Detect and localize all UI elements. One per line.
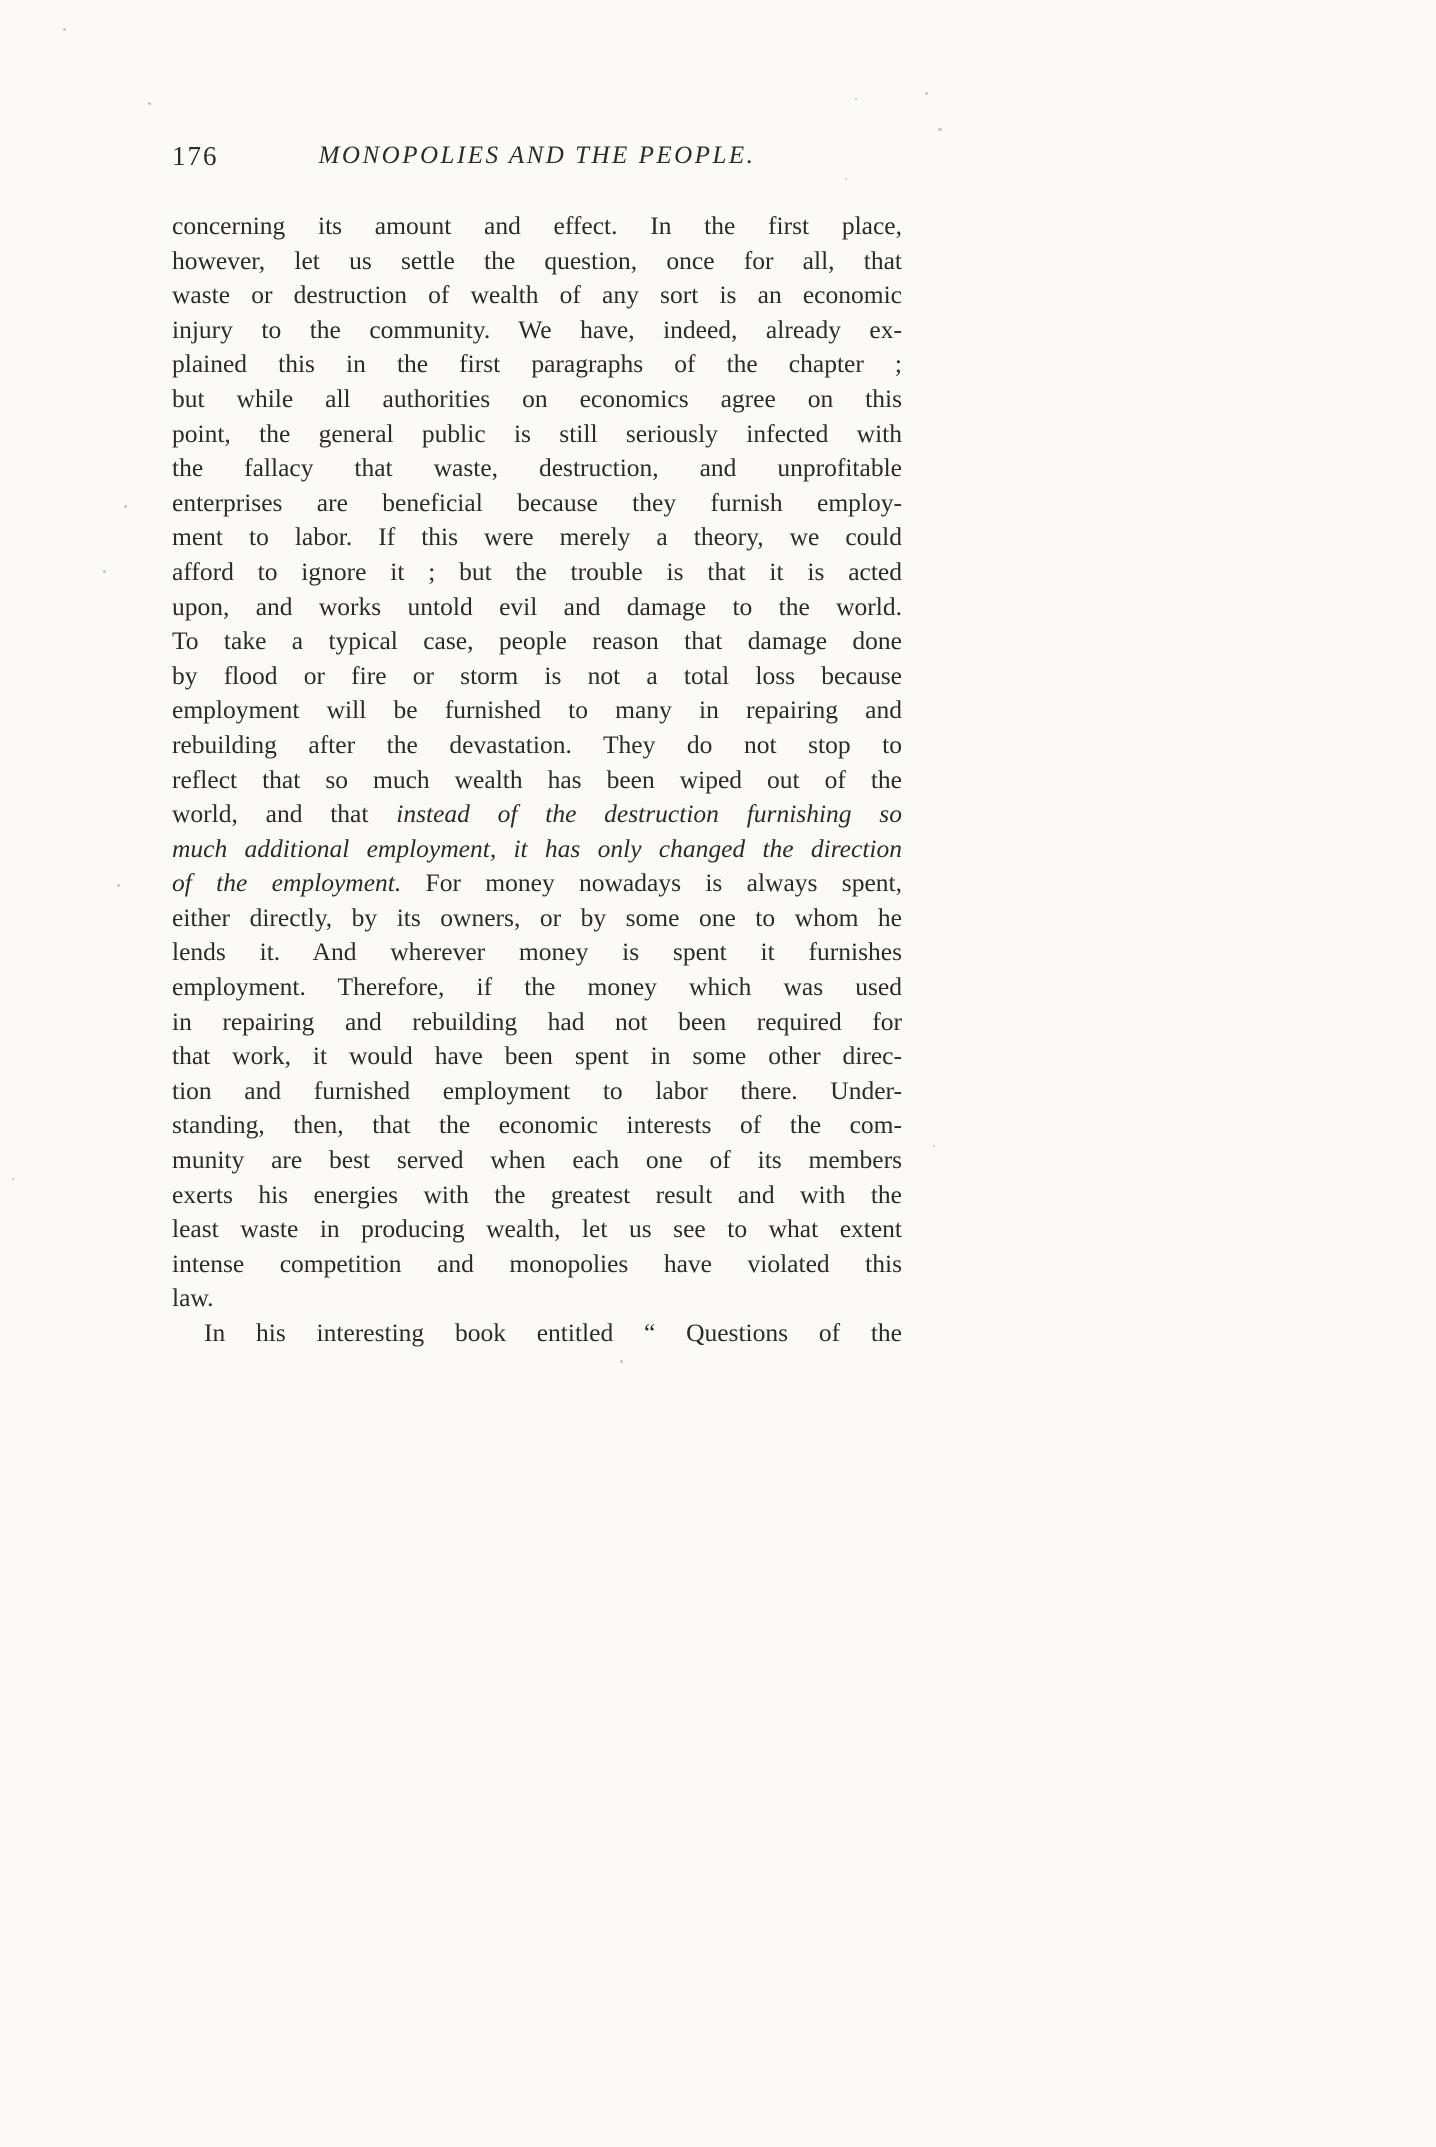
scan-speck (620, 1360, 623, 1363)
body-text: employment. Therefore, if the money which was used (172, 972, 902, 1002)
scan-speck (103, 570, 106, 573)
scan-speck (124, 505, 127, 508)
body-text: reflect that so much wealth has been wiped out of the (172, 764, 902, 794)
text-line (172, 520, 902, 555)
text-line (172, 486, 902, 521)
scan-speck (12, 1178, 14, 1180)
text-line (172, 1005, 902, 1040)
body-text: enterprises are beneficial because they furnish employ- (172, 487, 902, 517)
body-lines (172, 209, 902, 1351)
body-text: concerning its amount and effect. In the first place, (172, 211, 902, 240)
text-line (172, 728, 902, 763)
body-text: In his interesting book entitled “ Questions of the (204, 1318, 902, 1347)
text-line (172, 866, 902, 901)
running-title: MONOPOLIES AND THE PEOPLE. (318, 142, 756, 169)
text-line (172, 659, 902, 694)
text-line (172, 1143, 902, 1178)
page-number: 176 (172, 141, 219, 171)
body-text: but while all authorities on economics agree on this (172, 383, 902, 413)
text-line (172, 417, 902, 452)
body-text: afford to ignore it ; but the trouble is that it is acted (172, 556, 902, 586)
text-line (172, 624, 902, 659)
scan-speck (117, 884, 120, 887)
text-line (172, 832, 902, 867)
text-line (172, 763, 902, 798)
body-text: however, let us settle the question, once for all, that (172, 245, 902, 275)
text-line (172, 1316, 902, 1351)
italic-text: much additional employment, it has only changed the direction (172, 833, 902, 863)
body-text: standing, then, that the economic interests of the com- (172, 1110, 902, 1140)
scan-speck (845, 178, 847, 180)
body-text: point, the general public is still seriously infected with (172, 418, 902, 448)
body-text: in repairing and rebuilding had not been required for (172, 1006, 902, 1036)
text-line (172, 590, 902, 625)
body-text: least waste in producing wealth, let us see to what extent (172, 1214, 902, 1244)
body-text: plained this in the first paragraphs of the chapter ; (172, 349, 902, 379)
text-line (172, 1178, 902, 1213)
text-line (172, 313, 902, 348)
text-line (172, 278, 902, 313)
scan-speck (63, 28, 66, 31)
text-line (172, 1108, 902, 1143)
text-line (172, 555, 902, 590)
body-text: lends it. And wherever money is spent it furnishes (172, 937, 902, 967)
text-line (172, 347, 902, 382)
text-line (172, 1212, 902, 1247)
text-line (172, 244, 902, 279)
body-text: law. (172, 1283, 214, 1313)
scan-speck (933, 1145, 935, 1147)
body-text: To take a typical case, people reason that damage done (172, 626, 902, 656)
body-text: For money nowadays is always spent, (401, 868, 902, 898)
text-line (172, 797, 902, 832)
body-text: upon, and works untold evil and damage to the world. (172, 591, 902, 621)
body-text: employment will be furnished to many in repairing and (172, 695, 902, 725)
scan-speck (925, 92, 928, 95)
text-line (172, 901, 902, 936)
text-line (172, 1039, 902, 1074)
body-text: that work, it would have been spent in some other direc- (172, 1041, 902, 1071)
body-text: by flood or fire or storm is not a total loss because (172, 660, 902, 690)
text-line (172, 1281, 902, 1316)
body-text: munity are best served when each one of its members (172, 1145, 902, 1175)
scan-speck (938, 128, 942, 131)
text-line (172, 693, 902, 728)
body-text: injury to the community. We have, indeed, already ex- (172, 314, 902, 344)
scan-speck (148, 102, 151, 105)
body-text: ment to labor. If this were merely a theory, we could (172, 522, 902, 552)
italic-text: of the employment. (172, 868, 402, 898)
body-text: exerts his energies with the greatest result and with the (172, 1179, 902, 1209)
text-line (172, 970, 902, 1005)
body-text: waste or destruction of wealth of any sort is an economic (172, 280, 902, 310)
text-line (172, 1247, 902, 1282)
scan-speck (855, 98, 857, 100)
text-line (172, 451, 902, 486)
page-header (172, 138, 902, 178)
body-text: world, and that (172, 799, 397, 829)
text-line (172, 935, 902, 970)
text-line (172, 382, 902, 417)
text-line (172, 209, 902, 244)
body-text: rebuilding after the devastation. They do not stop to (172, 729, 902, 759)
italic-text: instead of the destruction furnishing so (396, 799, 902, 829)
body-text: tion and furnished employment to labor there. Under- (172, 1075, 902, 1105)
text-line (172, 1074, 902, 1109)
body-text: intense competition and monopolies have violated this (172, 1248, 902, 1278)
body-text: the fallacy that waste, destruction, and unprofitable (172, 453, 902, 483)
body-text: either directly, by its owners, or by some one to whom he (172, 902, 902, 932)
